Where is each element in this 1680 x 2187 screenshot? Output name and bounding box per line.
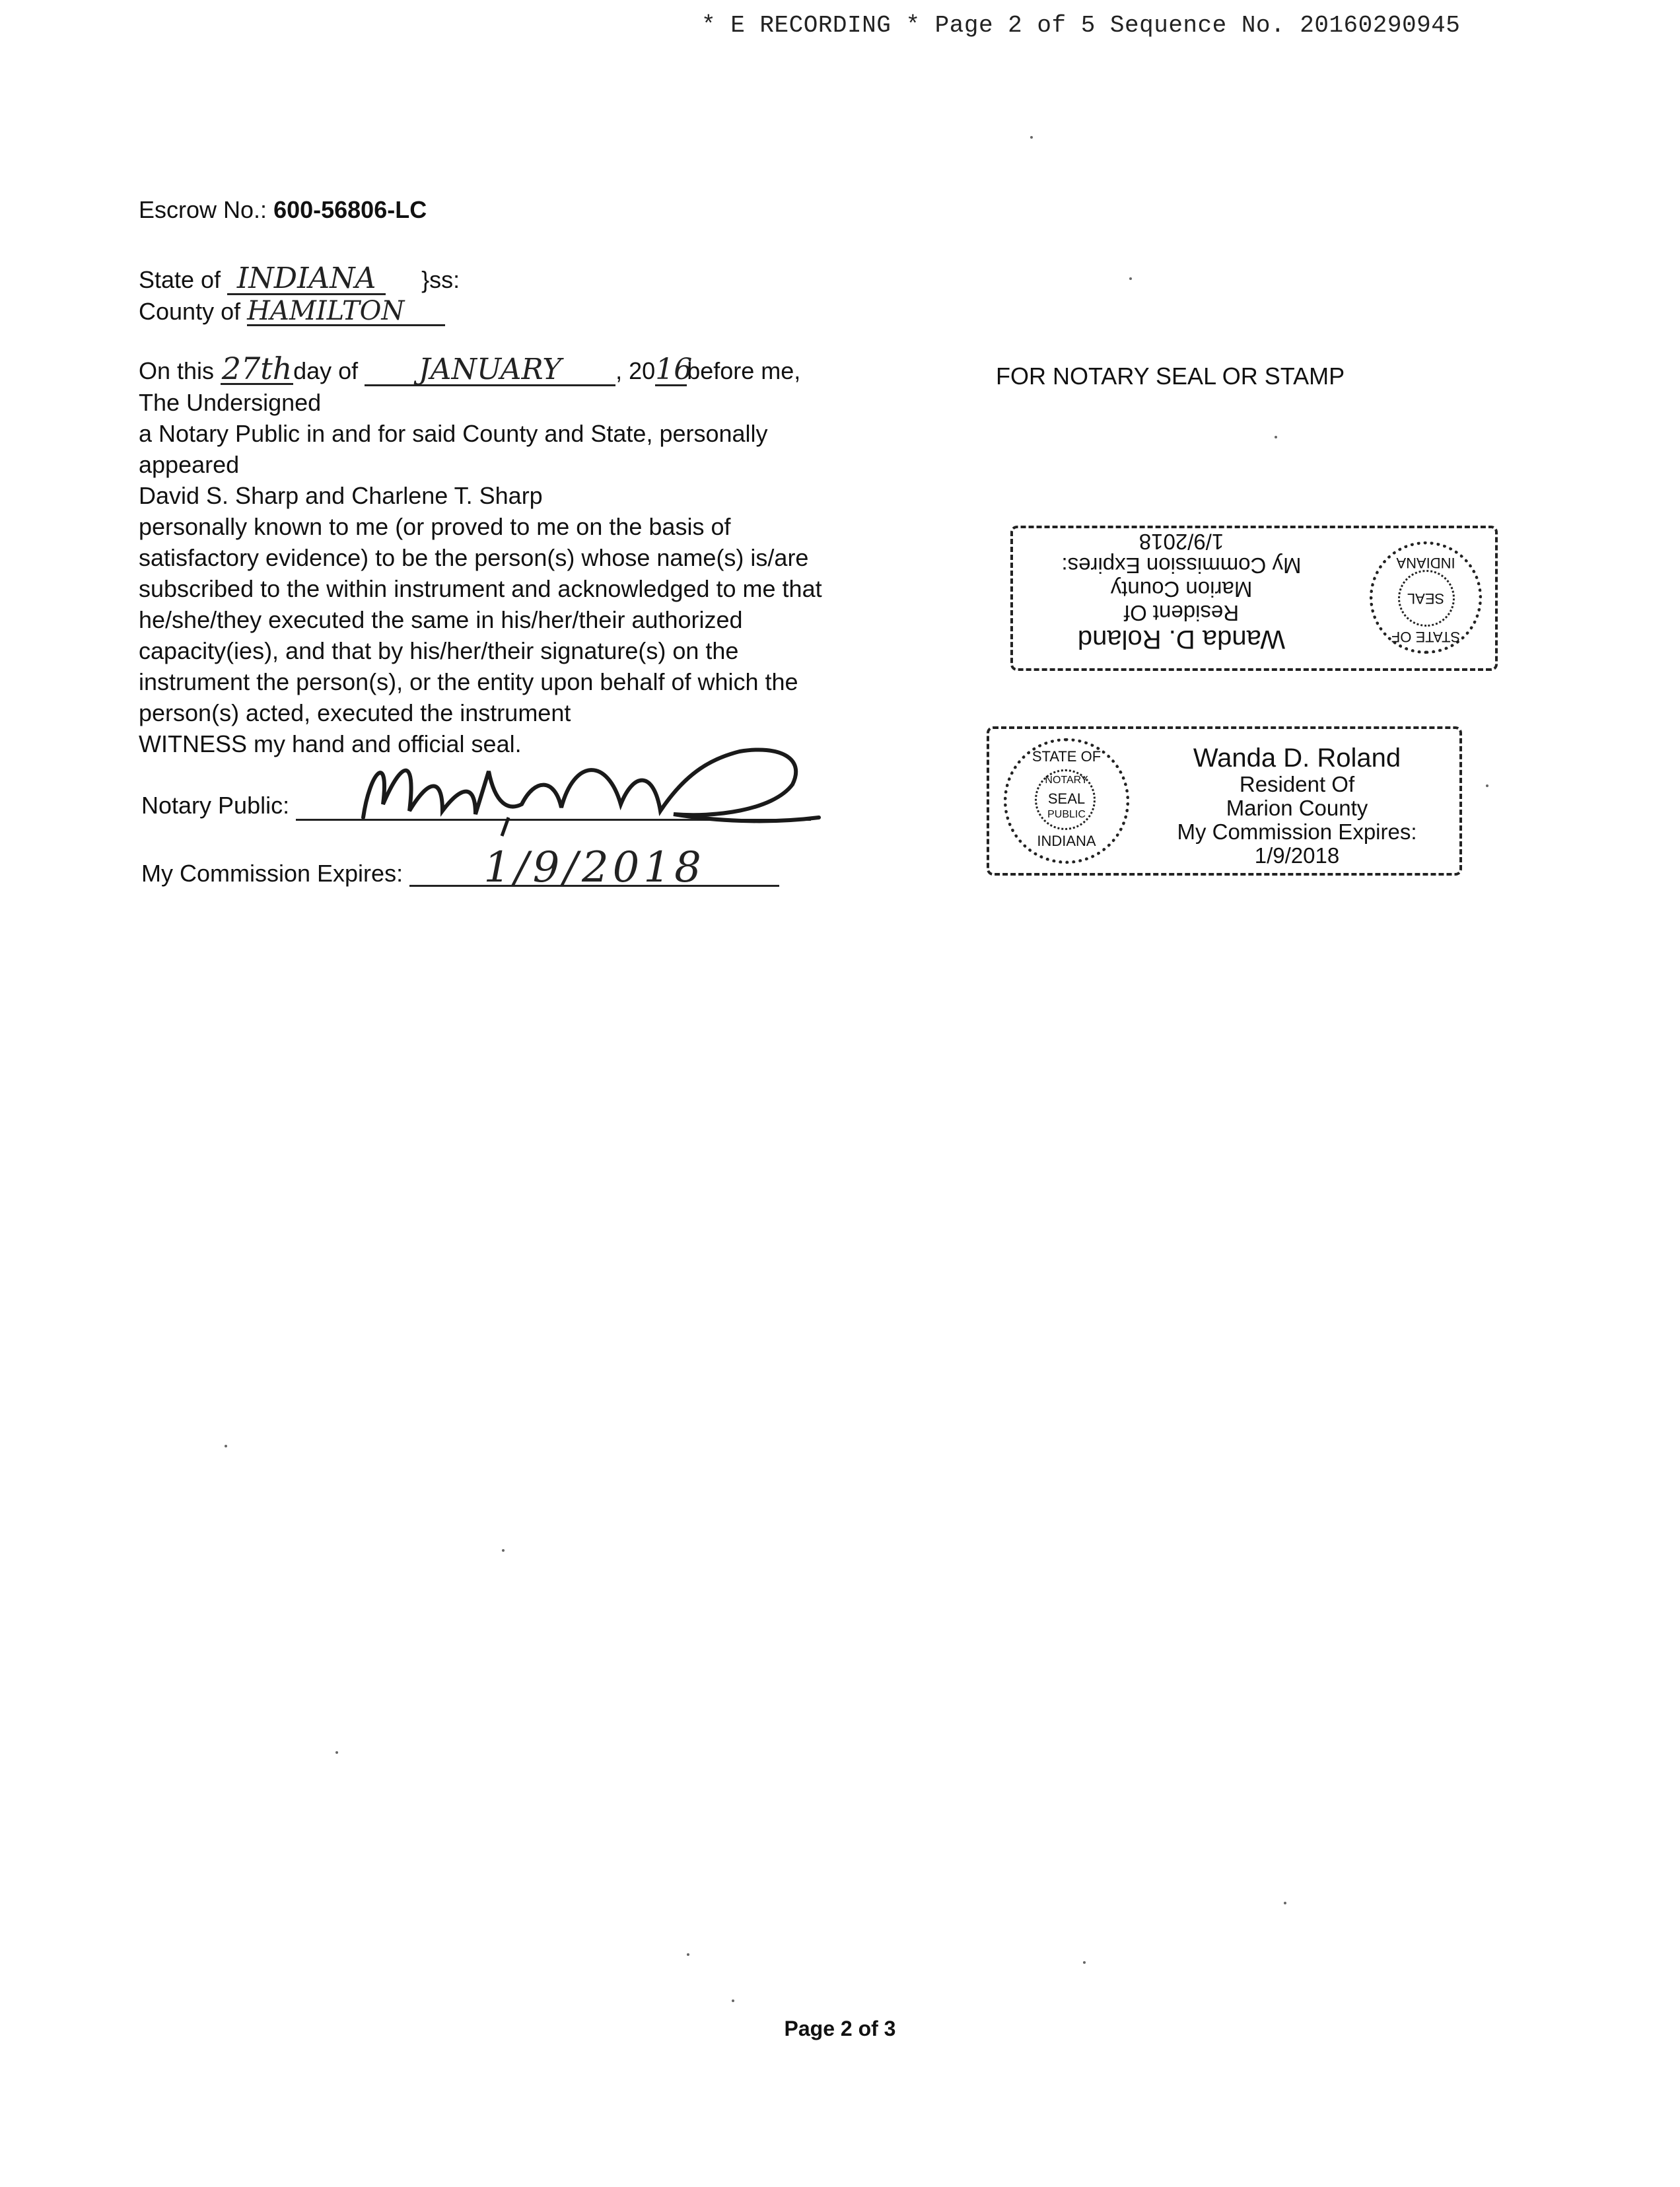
state-value: INDIANA	[227, 264, 386, 295]
stamp-inverted-county: Marion County	[1110, 577, 1253, 602]
county-line	[139, 296, 445, 327]
seal-public: PUBLIC	[1047, 809, 1086, 820]
ack-line-7: satisfactory evidence) to be the person(s) whose name(s) is/are	[139, 544, 809, 571]
scan-speck	[732, 1999, 734, 2002]
year-prefix: , 20	[615, 357, 656, 384]
before-me-label: before me,	[687, 357, 801, 384]
state-label: State of	[139, 266, 221, 293]
stamp-text	[1062, 744, 1532, 868]
scan-speck	[1284, 1902, 1286, 1904]
commission-line	[141, 843, 779, 892]
stamp-expires-value: 1/9/2018	[1254, 843, 1340, 868]
acknowledgment-first-line	[139, 351, 801, 386]
ack-line-6: personally known to me (or proved to me on the basis of	[139, 513, 731, 540]
page-footer: Page 2 of 3	[784, 2017, 896, 2040]
stamp-inverted-resident: Resident Of	[1123, 601, 1240, 625]
ack-line-13: WITNESS my hand and official seal.	[139, 730, 522, 757]
notary-stamp	[987, 726, 1462, 876]
scan-speck	[335, 1751, 338, 1754]
stamp-county: Marion County	[1226, 796, 1368, 820]
escrow-label: Escrow No.:	[139, 196, 267, 223]
on-this-label: On this	[139, 357, 215, 384]
ack-line-4: appeared	[139, 451, 240, 478]
ack-line-2: The Undersigned	[139, 389, 322, 416]
stamp-inverted-text	[940, 530, 1422, 654]
state-line	[139, 261, 460, 295]
seal-state-inverted: STATE OF	[1391, 629, 1461, 645]
commission-label: My Commission Expires:	[141, 860, 403, 887]
year-value: 16	[655, 353, 693, 386]
seal-indiana-inverted: INDIANA	[1396, 555, 1455, 571]
seal-word: SEAL	[1047, 790, 1086, 807]
scan-speck	[225, 1445, 227, 1447]
stamp-expires-label: My Commission Expires:	[1177, 819, 1417, 844]
stamp-inverted-name: Wanda D. Roland	[1077, 625, 1286, 654]
seal-indiana: INDIANA	[1037, 833, 1096, 849]
ack-line-9: he/she/they executed the same in his/her/their authorized	[139, 606, 743, 633]
scan-speck	[1275, 436, 1277, 438]
scan-speck	[687, 1953, 689, 1956]
scan-speck	[1083, 1961, 1086, 1964]
notary-signature	[343, 732, 832, 837]
scan-speck	[1129, 277, 1132, 280]
county-label: County of	[139, 298, 241, 325]
scan-speck	[502, 1549, 505, 1552]
stamp-inverted-expires-label: My Commission Expires:	[1061, 553, 1302, 578]
stamp-inverted-expires-value: 1/9/2018	[1138, 530, 1224, 554]
ack-line-8: subscribed to the within instrument and acknowledged to me that	[139, 575, 822, 602]
day-value: 27th	[221, 351, 293, 386]
ack-line-3: a Notary Public in and for said County and State, personally	[139, 420, 768, 447]
scan-speck	[1486, 784, 1488, 787]
seal-state: STATE OF	[1032, 748, 1102, 765]
escrow-line	[139, 194, 427, 225]
acknowledgment-body	[139, 387, 822, 759]
commission-value: 1/9/2018	[409, 850, 779, 887]
county-value: HAMILTON	[247, 298, 445, 326]
stamp-resident: Resident Of	[1239, 772, 1355, 796]
notary-stamp-inverted	[1010, 526, 1498, 671]
month-value: JANUARY	[365, 355, 615, 386]
seal-notary: NOTARY	[1045, 775, 1088, 786]
ss-label: }ss:	[421, 266, 460, 293]
ack-line-12: person(s) acted, executed the instrument	[139, 699, 571, 726]
ack-line-5: David S. Sharp and Charlene T. Sharp	[139, 482, 543, 509]
scan-speck	[1030, 136, 1033, 139]
seal-word-inverted: SEAL	[1407, 590, 1445, 607]
seal-area-label: FOR NOTARY SEAL OR STAMP	[996, 363, 1345, 390]
day-of-label: day of	[293, 357, 359, 384]
recording-header: * E RECORDING * Page 2 of 5 Sequence No. 20160290945	[701, 12, 1461, 39]
ack-line-10: capacity(ies), and that by his/her/their signature(s) on the	[139, 637, 739, 664]
ack-line-11: instrument the person(s), or the entity upon behalf of which the	[139, 668, 798, 695]
escrow-number: 600-56806-LC	[273, 196, 427, 223]
notary-public-label: Notary Public:	[141, 792, 290, 819]
stamp-name: Wanda D. Roland	[1193, 744, 1401, 773]
